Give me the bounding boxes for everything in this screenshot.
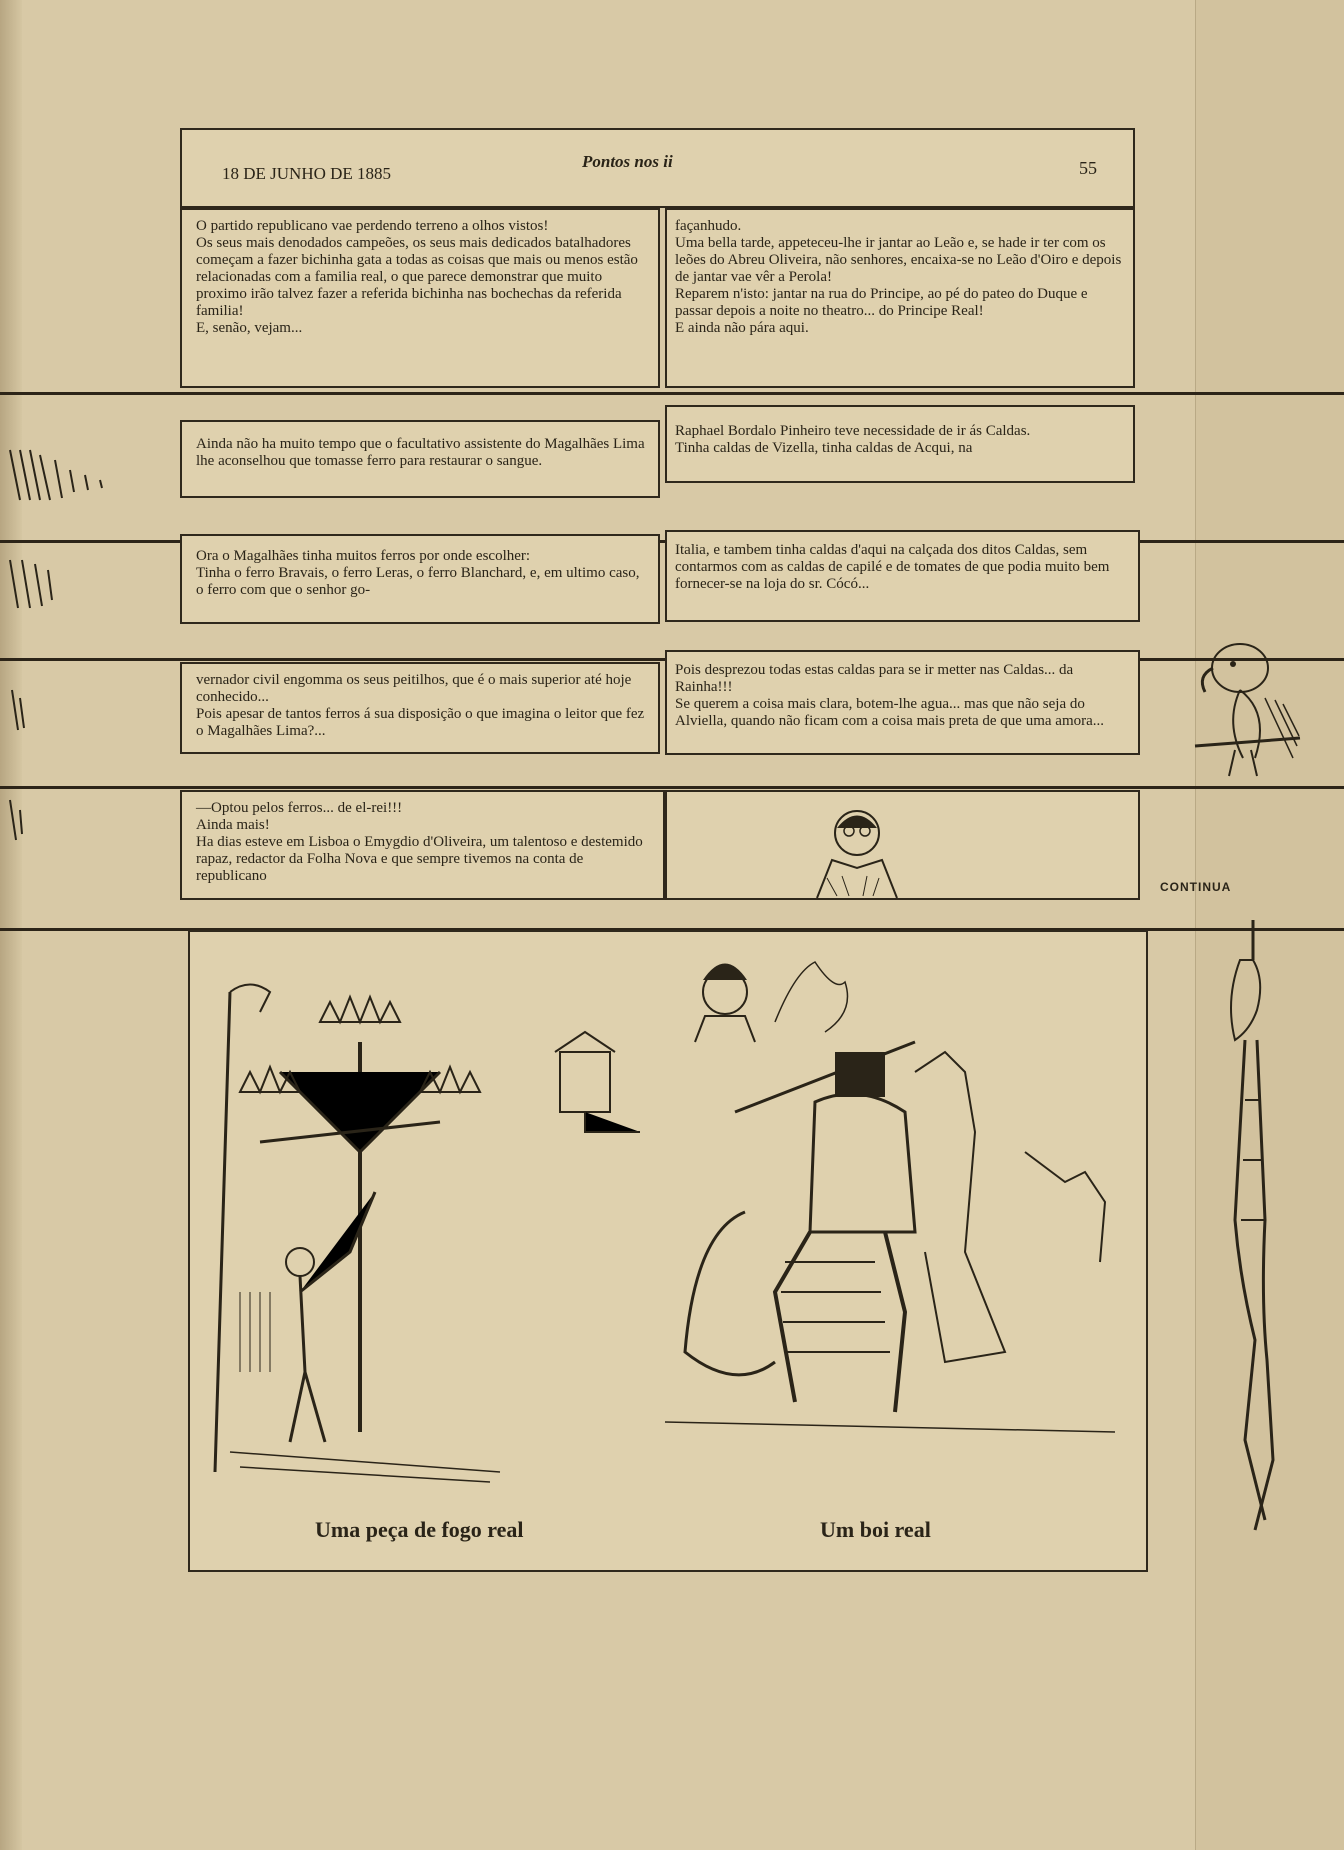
masthead-title: Pontos nos ii — [582, 152, 673, 171]
strip-4-right-panel — [665, 650, 1140, 755]
strip-4-left-panel — [180, 662, 660, 754]
strip-5-portrait-panel — [665, 790, 1140, 900]
hatch-sketch — [0, 430, 140, 850]
page-number: 55 — [1079, 158, 1097, 178]
page-header — [180, 128, 1135, 208]
strip-3-left-text: Ora o Magalhães tinha muitos ferros por onde escolher: Tinha o ferro Bravais, o ferro Leras, o ferro Blanchard, e, em ultimo caso, o ferro com que o senhor go- — [196, 548, 640, 598]
divider-line — [0, 392, 1344, 395]
paper-edge-left — [0, 0, 22, 1850]
issue-date: 18 DE JUNHO DE 1885 — [222, 164, 392, 183]
illustration-panel — [188, 930, 1148, 1572]
caption-fogo-real: Uma peça de fogo real — [315, 1517, 524, 1542]
continua-note: CONTINUA — [1160, 880, 1232, 894]
parrot-sketch — [1185, 628, 1305, 778]
divider-line — [0, 786, 1344, 789]
strip-2-right-text: Raphael Bordalo Pinheiro teve necessidade de ir ás Caldas. Tinha caldas de Vizella, tinha caldas de Acqui, na — [675, 423, 1031, 456]
portrait-sketch — [797, 798, 917, 898]
strip-4-left-text: vernador civil engomma os seus peitilhos, que é o mais superior até hoje conhecido... Pois apesar de tantos ferros á sua disposição o que imagina o leitor que fez o Magalhães Lima?... — [196, 672, 645, 739]
strip-3-right-text: Italia, e tambem tinha caldas d'aqui na calçada dos ditos Caldas, sem contarmos com as caldas de capilé e de tomates de que podia muito bem fornecer-se na loja do sr. Cócó... — [675, 542, 1114, 592]
strip-1-left-panel — [180, 208, 660, 388]
strip-2-right-panel — [665, 405, 1135, 483]
strip-3-right-panel — [665, 530, 1140, 622]
strip-1-right-panel — [665, 208, 1135, 388]
strip-5-left-text: —Optou pelos ferros... de el-rei!!! Ainda mais! Ha dias esteve em Lisboa o Emygdio d'Oliveira, um talentoso e destemido rapaz, redactor da Folha Nova e que sempre tivemos na conta de republicano — [196, 800, 643, 884]
strip-2-left-panel — [180, 420, 660, 498]
strip-1-left-text: O partido republicano vae perdendo terreno a olhos vistos! Os seus mais denodados campeões, os seus mais dedicados batalhadores começam a fazer bichinha gata a todas as coisas que mais ou menos estão relacionadas com a familia real, o que parece demonstrar que muito proximo irão talvez fazer a referida bichinha nas bochechas da referida familia! E, senão, vejam... — [196, 218, 638, 336]
strip-4-right-text: Pois desprezou todas estas caldas para se ir metter nas Caldas... da Rainha!!! Se querem a coisa mais clara, botem-lhe agua... mas que não seja do Alviella, quando não ficam com a coisa mais preta de que uma amora... — [675, 662, 1105, 729]
strip-2-left-text: Ainda não ha muito tempo que o facultativo assistente do Magalhães Lima lhe aconselhou que tomasse ferro para restaurar o sangue. — [196, 436, 649, 469]
strip-1-right-text: façanhudo. Uma bella tarde, appeteceu-lhe ir jantar ao Leão e, se hade ir ter com os leões do Abreu Oliveira, não senhores, encaixa-se no Leão d'Oiro e depois de jantar vae vêr a Perola! Reparem n'isto: jantar na rua do Principe, ao pé do pateo do Duque e passar depois a noite no theatro... do Principe Real! E ainda não pára aqui. — [675, 218, 1122, 336]
strip-5-left-panel — [180, 790, 665, 900]
hanging-figure-sketch — [1195, 920, 1305, 1540]
right-illustration — [645, 932, 1135, 1492]
left-illustration — [200, 952, 640, 1512]
strip-3-left-panel — [180, 534, 660, 624]
caption-boi-real: Um boi real — [820, 1517, 931, 1542]
